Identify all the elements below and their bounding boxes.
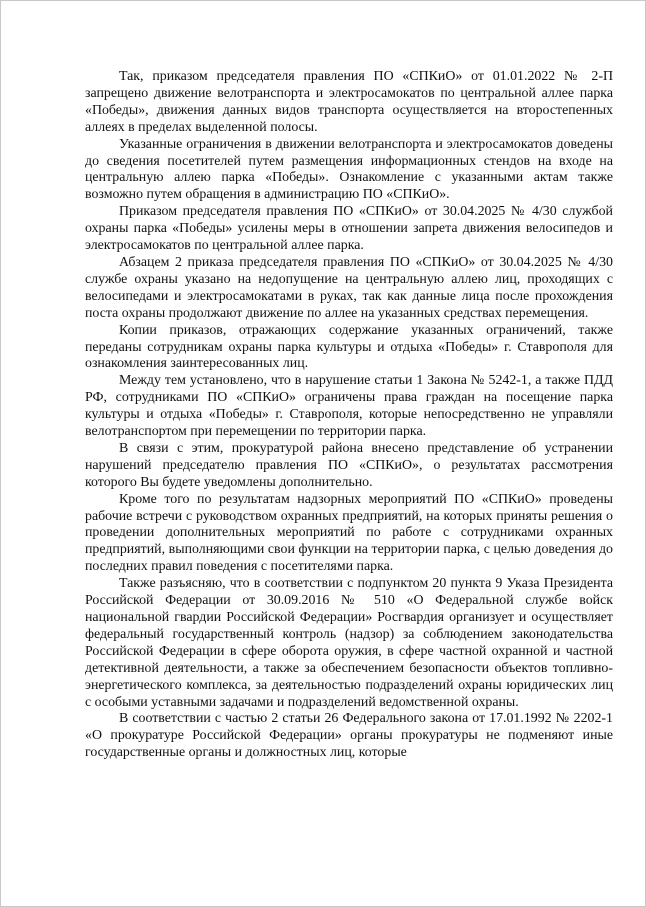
paragraph: Копии приказов, отражающих содержание указанных ограничений, также переданы сотрудникам охраны парка культуры и отдыха «Победы» г. Ставрополя для ознакомления заинтересованных лиц.	[85, 322, 613, 372]
paragraph: Между тем установлено, что в нарушение статьи 1 Закона № 5242-1, а также ПДД РФ, сотрудниками ПО «СПКиО» ограничены права граждан на посещение парка культуры и отдыха «Победы» г. Ставрополя, которые непосредственно не управляли велотранспортом при перемещении по территории парка.	[85, 373, 613, 440]
paragraph: Также разъясняю, что в соответствии с подпунктом 20 пункта 9 Указа Президента Российской Федерации от 30.09.2016 № 510 «О Федеральной службе войск национальной гвардии Российской Федерации» Росгвардия организует и осуществляет федеральный государственный контроль (надзор) за соблюдением законодательства Российской Федерации в сфере оборота оружия, в сфере частной охранной и частной детективной деятельности, а также за обеспечением безопасности объектов топливно-энергетического комплекса, за деятельностью подразделений охраны юридических лиц с особыми уставными задачами и подразделений ведомственной охраны.	[85, 576, 613, 710]
paragraph: Приказом председателя правления ПО «СПКиО» от 30.04.2025 № 4/30 службой охраны парка «Победы» усилены меры в отношении запрета движения велосипедов и электросамокатов по центральной аллее парка.	[85, 204, 613, 254]
paragraph: Указанные ограничения в движении велотранспорта и электросамокатов доведены до сведения посетителей путем размещения информационных стендов на входе на центральную аллею парка «Победы». Ознакомление с указанными актам также возможно путем обращения в администрацию ПО «СПКиО».	[85, 136, 613, 203]
paragraph: Абзацем 2 приказа председателя правления ПО «СПКиО» от 30.04.2025 № 4/30 службе охраны указано на недопущение на центральную аллею лиц, проходящих с велосипедами и электросамокатами в руках, так как данные лица после прохождения поста охраны продолжают движение по аллее на указанных средствах перемещения.	[85, 254, 613, 321]
paragraph: В связи с этим, прокуратурой района внесено представление об устранении нарушений председателю правления ПО «СПКиО», о результатах рассмотрения которого Вы будете уведомлены дополнительно.	[85, 440, 613, 490]
paragraph: Кроме того по результатам надзорных мероприятий ПО «СПКиО» проведены рабочие встречи с руководством охранных предприятий, на которых приняты решения о проведении дополнительных мероприятий по работе с сотрудниками охранных предприятий, выполняющими свои функции на территории парка, с целью доведения до последних правил поведения с посетителями парка.	[85, 491, 613, 575]
paragraph: В соответствии с частью 2 статьи 26 Федерального закона от 17.01.1992 № 2202-1 «О прокуратуре Российской Федерации» органы прокуратуры не подменяют иные государственные органы и должностных лиц, которые	[85, 711, 613, 761]
paragraph: Так, приказом председателя правления ПО «СПКиО» от 01.01.2022 № 2-П запрещено движение велотранспорта и электросамокатов по центральной аллее парка «Победы», движения данных видов транспорта осуществляется на второстепенных аллеях в пределах выделенной полосы.	[85, 69, 613, 135]
document-body	[85, 69, 613, 762]
